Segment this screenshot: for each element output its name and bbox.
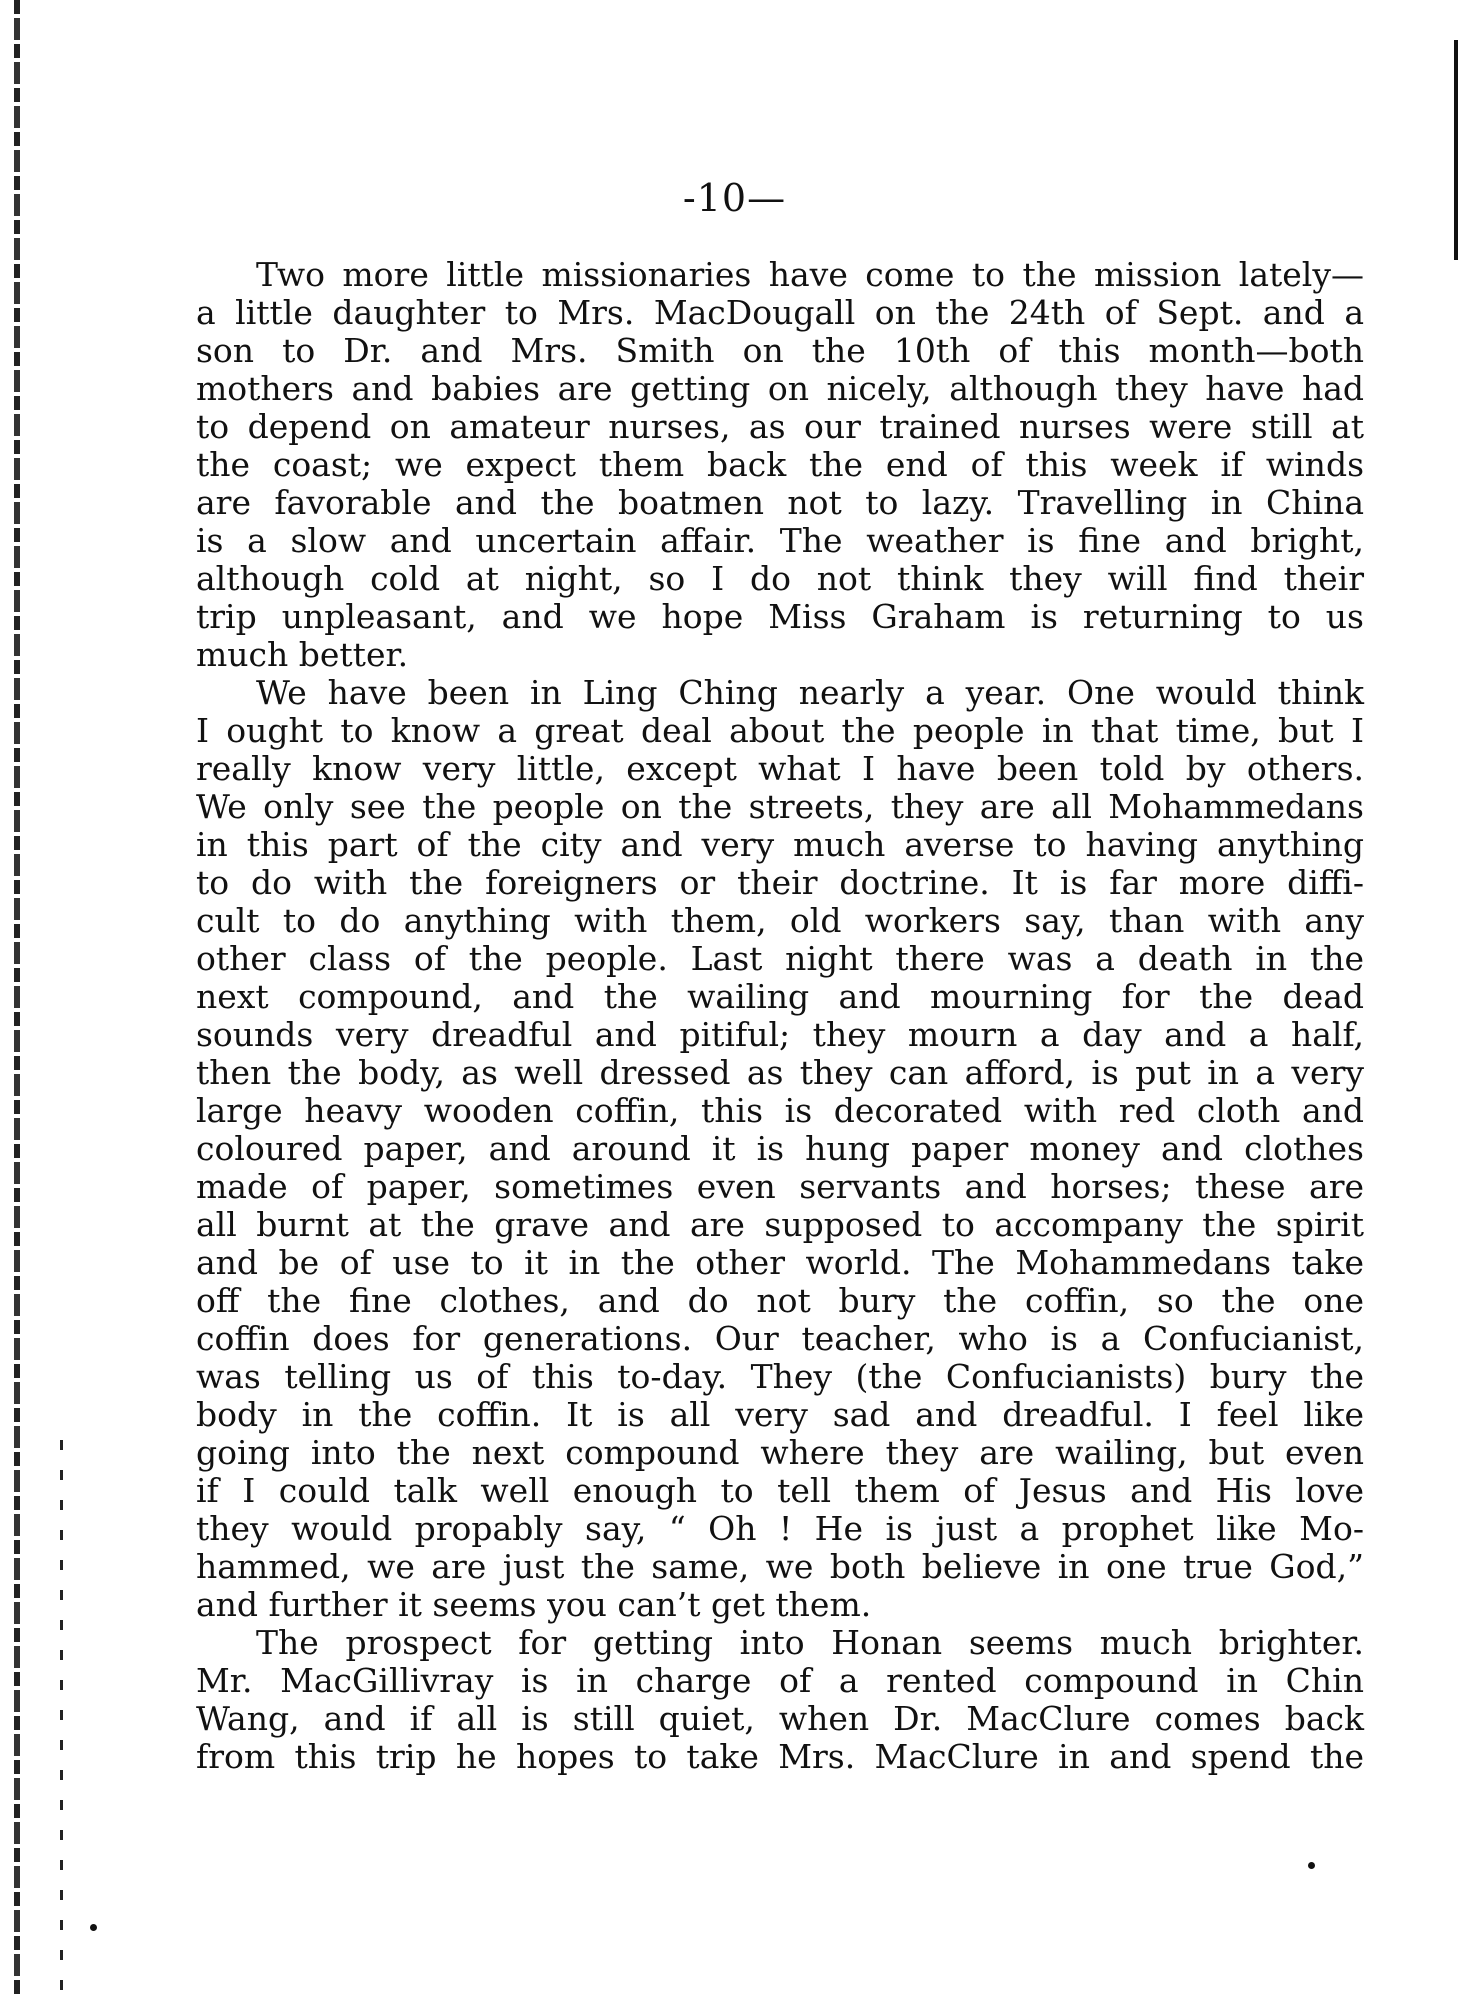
text-line: mothers and babies are getting on nicely, although they have had [196, 369, 1364, 408]
paragraph [196, 256, 1364, 674]
text-line: and be of use to it in the other world. The Mohammedans take [196, 1243, 1364, 1282]
text-line: We only see the people on the streets, they are all Mohammedans [196, 787, 1364, 826]
text-line: and further it seems you can’t get them. [196, 1585, 872, 1624]
text-line: going into the next compound where they are wailing, but even [196, 1433, 1364, 1472]
page-edge-rule [1454, 40, 1458, 260]
text-line: to depend on amateur nurses, as our trained nurses were still at [196, 407, 1364, 446]
binding-edge-marks-lower [60, 1440, 63, 2000]
text-line: coffin does for generations. Our teacher, who is a Confucianist, [196, 1319, 1364, 1358]
text-line: all burnt at the grave and are supposed to accompany the spirit [196, 1205, 1364, 1244]
text-line: made of paper, sometimes even servants and horses; these are [196, 1167, 1364, 1206]
page-number: -10— [682, 176, 787, 220]
text-line: large heavy wooden coffin, this is decorated with red cloth and [196, 1091, 1364, 1130]
text-line: to do with the foreigners or their doctrine. It is far more diffi- [196, 863, 1364, 902]
text-line: although cold at night, so I do not think they will find their [196, 559, 1364, 598]
text-line: are favorable and the boatmen not to lazy. Travelling in China [196, 483, 1364, 522]
text-line: the coast; we expect them back the end of this week if winds [196, 445, 1364, 484]
text-line: body in the coffin. It is all very sad and dreadful. I feel like [196, 1395, 1364, 1434]
text-line: Wang, and if all is still quiet, when Dr. MacClure comes back [196, 1699, 1364, 1738]
binding-edge-marks [14, 0, 20, 1994]
text-line: a little daughter to Mrs. MacDougall on the 24th of Sept. and a [196, 293, 1364, 332]
text-line: is a slow and uncertain affair. The weather is fine and bright, [196, 521, 1364, 560]
text-line: in this part of the city and very much averse to having anything [196, 825, 1364, 864]
text-line: was telling us of this to-day. They (the Confucianists) bury the [196, 1357, 1364, 1396]
text-line: hammed, we are just the same, we both believe in one true God,” [196, 1547, 1364, 1586]
ink-speck [1308, 1862, 1315, 1869]
text-line: I ought to know a great deal about the people in that time, but I [196, 711, 1364, 750]
text-line: next compound, and the wailing and mourning for the dead [196, 977, 1364, 1016]
text-line: We have been in Ling Ching nearly a year. One would think [256, 673, 1364, 712]
text-line: Two more little missionaries have come to the mission lately— [256, 255, 1364, 294]
text-line: really know very little, except what I have been told by others. [196, 749, 1364, 788]
text-line: from this trip he hopes to take Mrs. MacClure in and spend the [196, 1737, 1364, 1776]
text-line: sounds very dreadful and pitiful; they mourn a day and a half, [196, 1015, 1364, 1054]
text-line: off the fine clothes, and do not bury the coffin, so the one [196, 1281, 1364, 1320]
text-line: then the body, as well dressed as they can afford, is put in a very [196, 1053, 1364, 1092]
text-line: they would propably say, “ Oh ! He is just a prophet like Mo- [196, 1509, 1364, 1548]
text-line: trip unpleasant, and we hope Miss Graham is returning to us [196, 597, 1364, 636]
text-line: coloured paper, and around it is hung paper money and clothes [196, 1129, 1364, 1168]
paragraph [196, 674, 1364, 1624]
text-line: much better. [196, 635, 409, 674]
paragraph [196, 1624, 1364, 1776]
text-line: The prospect for getting into Honan seems much brighter. [256, 1623, 1364, 1662]
ink-speck [90, 1924, 97, 1931]
text-line: if I could talk well enough to tell them of Jesus and His love [196, 1471, 1364, 1510]
text-line: Mr. MacGillivray is in charge of a rented compound in Chin [196, 1661, 1364, 1700]
text-line: son to Dr. and Mrs. Smith on the 10th of this month—both [196, 331, 1364, 370]
text-line: cult to do anything with them, old workers say, than with any [196, 901, 1364, 940]
body-text [196, 256, 1364, 1776]
text-line: other class of the people. Last night there was a death in the [196, 939, 1364, 978]
